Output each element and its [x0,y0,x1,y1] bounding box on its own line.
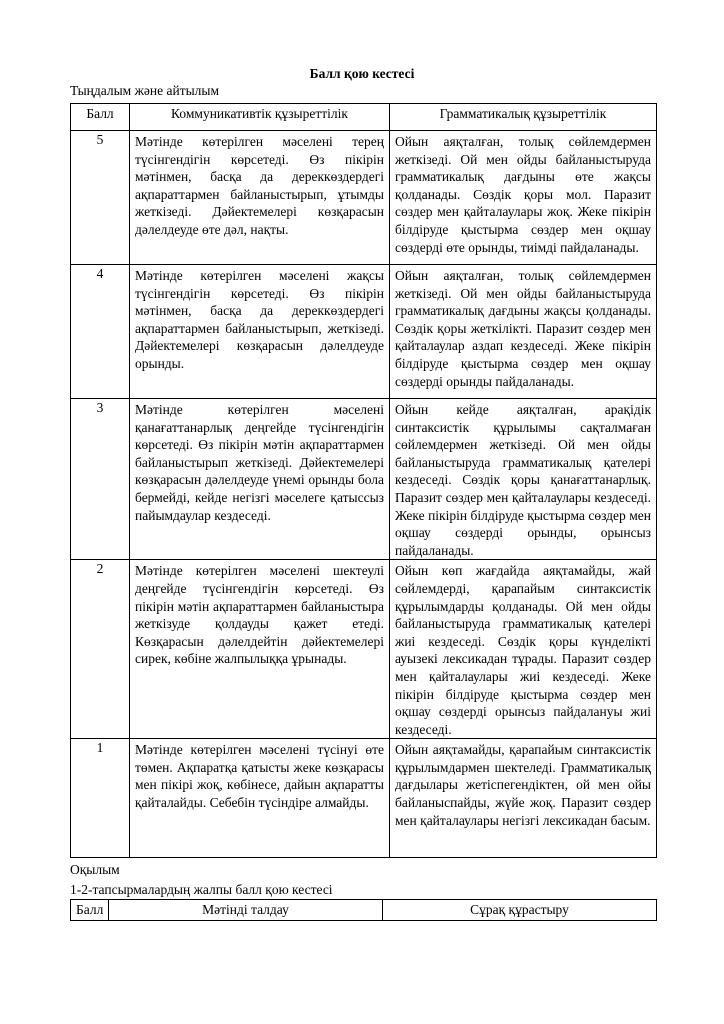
table-row [71,560,657,739]
section-listening-speaking-label: Тыңдалым және айтылым [70,83,220,98]
row-score: 4 [71,265,130,399]
document-title: Балл қою кестесі [309,66,415,81]
table-row [71,265,657,399]
row-score: 2 [71,560,130,739]
row-communicative: Мәтінде көтерілген мәселені жақсы түсінгендігін көрсетеді. Өз пікірін мәтінмен, басқа да дереккөздердегі ақпараттармен байланыстырып, жеткізеді. Дәйектемелері көзқарасын дәлелдеуде орынды. [130,265,390,399]
header-communicative: Коммуникативтік құзыреттілік [130,104,390,131]
row-communicative: Мәтінде көтерілген мәселені шектеулі деңгейде түсінгендігін көрсетеді. Өз пікірін мәтін ақпараттармен байланыстыра жеткізуде қолдауды қажет етеді. Көзқарасын дәлелдейтін дәйектемелері сирек, көбіне жалпылыққа ұрынады. [130,560,390,739]
row-score: 1 [71,739,130,858]
header-grammatical: Грамматикалық құзыреттілік [390,104,657,131]
table-header-row [71,104,657,131]
section-reading-label: Оқылым [70,862,120,877]
header-text-analysis: Мәтінді талдау [109,900,383,921]
row-grammatical: Ойын аяқталған, толық сөйлемдермен жеткізеді. Ой мен ойды байланыстыруда грамматикалық дағдыны өте жақсы қолданады. Сөздік қоры мол. Паразит сөздер мен қайталаулары жоқ. Жеке пікірін білдіруде қыстырма сөздер мен оқшау сөздерді өте орынды, тиімді пайдаланады. [390,131,657,265]
row-communicative: Мәтінде көтерілген мәселені қанағаттанарлық деңгейде түсінгендігін көрсетеді. Өз пікірін мәтін ақпараттармен байланыстырып жеткізеді. Дәйектемелері көзқарасын дәлелдеуде үнемі орынды бола бермейді, кейде негізгі мәселеге қатыссыз пайымдаулар кездеседі. [130,399,390,560]
row-grammatical: Ойын аяқталған, толық сөйлемдермен жеткізеді. Ой мен ойды байланыстыруда грамматикалық дағдыны жақсы қолданады. Сөздік қоры жеткілікті. Паразит сөздер мен қайталаулар аздап кездеседі. Жеке пікірін білдіруде қыстырма сөздер мен оқшау сөздерді орынды пайдаланады. [390,265,657,399]
section-reading-sublabel: 1-2-тапсырмалардың жалпы балл қою кестесі [70,882,333,897]
listening-speaking-score-table [70,103,657,858]
reading-score-table [70,899,657,921]
table-row [71,131,657,265]
row-grammatical: Ойын кейде аяқталған, арақідік синтаксистік құрылымы сақталмаған сөйлемдермен жеткізеді. Ой мен ойды байланыстыруда грамматикалық қателері кездеседі. Сөздік қоры қанағаттанарлық. Паразит сөздер мен қайталаулары кездеседі. Жеке пікірін білдіруде қыстырма сөздер мен оқшау сөздерді орынды, орынсыз пайдаланады. [390,399,657,560]
table-header-row [71,900,657,921]
row-communicative: Мәтінде көтерілген мәселені терең түсінгендігін көрсетеді. Өз пікірін мәтінмен, басқа да дереккөздердегі ақпараттармен байланыстырып, ұтымды жеткізеді. Дәйектемелері көзқарасын дәлелдеуде өте дәл, нақты. [130,131,390,265]
table-row [71,399,657,560]
header-score: Балл [71,900,109,921]
row-communicative: Мәтінде көтерілген мәселені түсінуі өте төмен. Ақпаратқа қатысты жеке көзқарасы мен пікірі жоқ, көбінесе, дайын ақпаратты қайталайды. Себебін түсіндіре алмайды. [130,739,390,858]
header-question-building: Сұрақ құрастыру [383,900,657,921]
row-score: 5 [71,131,130,265]
row-grammatical: Ойын көп жағдайда аяқтамайды, жай сөйлемдерді, қарапайым синтаксистік құрылымдарды қолданады. Ой мен ойды байланыстыруда грамматикалық қателері жиі кездеседі. Сөздік қоры күнделікті ауызекі лексикадан тұрады. Паразит сөздер мен қайталаулары жиі кездеседі. Жеке пікірін білдіруде қыстырма сөздер мен оқшау сөздерді орынсыз пайдалануы жиі кездеседі. [390,560,657,739]
row-grammatical: Ойын аяқтамайды, қарапайым синтаксистік құрылымдармен шектеледі. Грамматикалық дағдылары жетіспегендіктен, ой мен ойы байланыспайды, жүйе жоқ. Паразит сөздер мен қайталаулары негізгі лексикадан басым. [390,739,657,858]
header-score: Балл [71,104,130,131]
row-score: 3 [71,399,130,560]
table-row [71,739,657,858]
